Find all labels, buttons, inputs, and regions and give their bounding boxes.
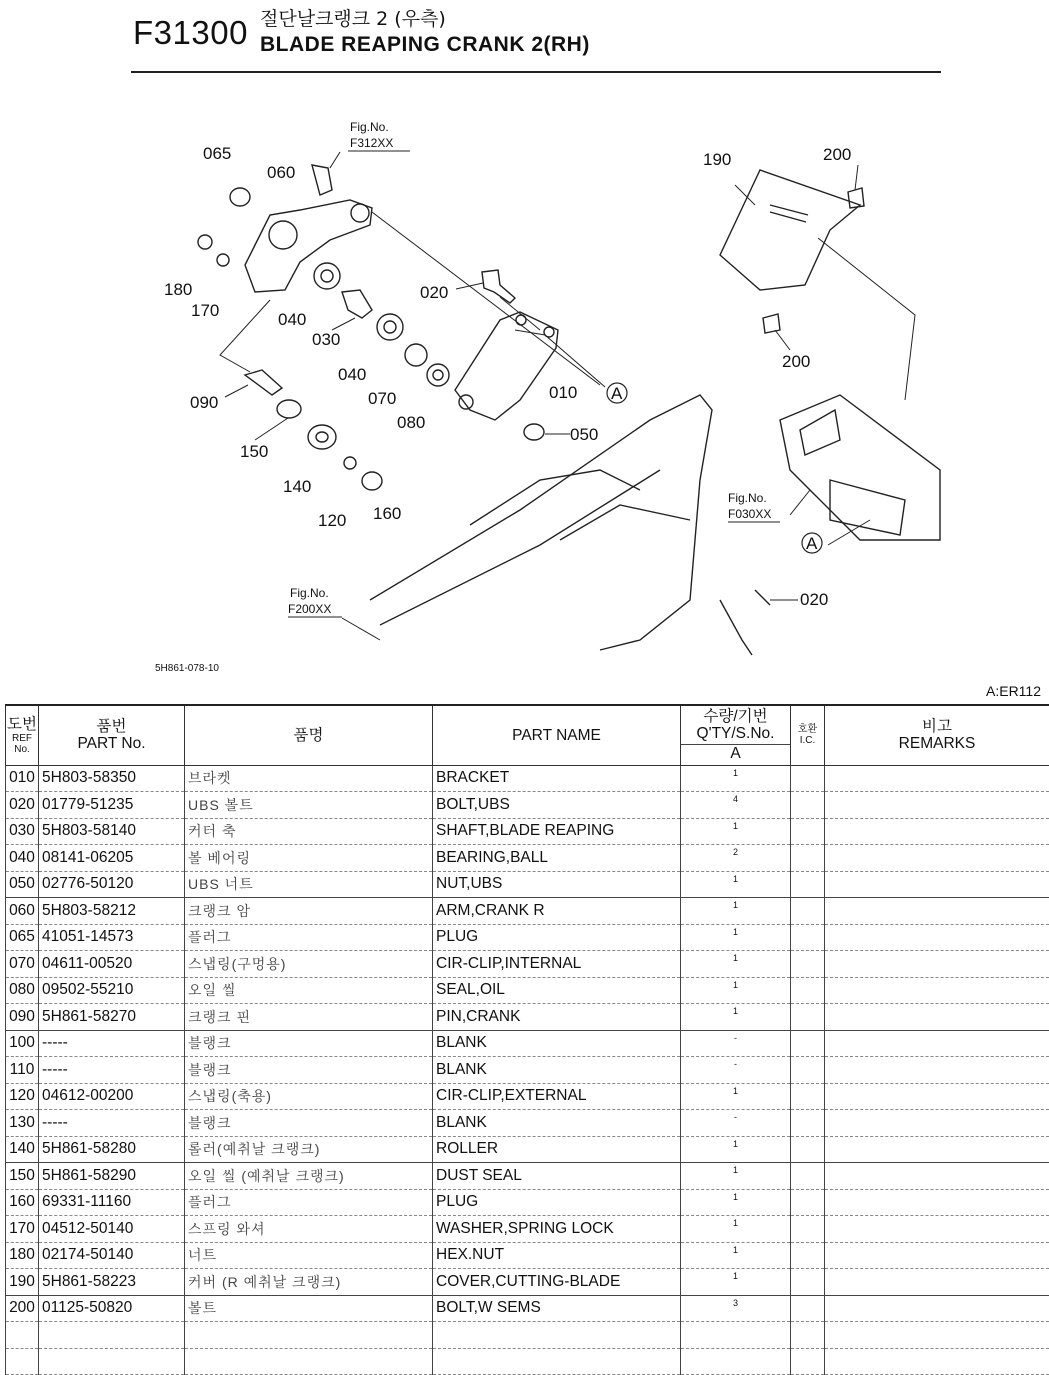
- ref-cell: 090: [6, 1004, 39, 1031]
- part-no-cell: 08141-06205: [39, 845, 185, 872]
- qty-cell: -: [681, 1030, 791, 1057]
- ref-cell: 100: [6, 1030, 39, 1057]
- part-no-cell: 09502-55210: [39, 977, 185, 1004]
- ic-cell: [791, 1004, 825, 1031]
- ref-cell: 150: [6, 1163, 39, 1190]
- callout-200b: 200: [782, 352, 810, 371]
- part-name-cell: PLUG: [433, 1189, 681, 1216]
- name-kr-cell: 스냅링(축용): [185, 1083, 433, 1110]
- part-no-cell: 04612-00200: [39, 1083, 185, 1110]
- ref-cell: 120: [6, 1083, 39, 1110]
- qty-cell: 1: [681, 1004, 791, 1031]
- header-qty: [681, 705, 791, 765]
- callout-180: 180: [164, 280, 192, 299]
- ref-cell: 200: [6, 1295, 39, 1322]
- ref-cell: 170: [6, 1216, 39, 1243]
- fig-ref-label-1: Fig.No.: [350, 120, 389, 134]
- name-kr-cell: 커터 축: [185, 818, 433, 845]
- qty-cell: 1: [681, 1189, 791, 1216]
- remarks-cell: [825, 1030, 1049, 1057]
- callout-160: 160: [373, 504, 401, 523]
- callout-010: 010: [549, 383, 577, 402]
- remarks-cell: [825, 1216, 1049, 1243]
- ref-cell: 030: [6, 818, 39, 845]
- remarks-cell: [825, 1057, 1049, 1084]
- header-part-name: [433, 705, 681, 765]
- part-name-cell: [433, 1322, 681, 1349]
- qty-cell: 1: [681, 951, 791, 978]
- ic-cell: [791, 1242, 825, 1269]
- header-part-name-text: PART NAME: [433, 727, 680, 744]
- qty-cell: 1: [681, 1269, 791, 1296]
- qty-cell: 1: [681, 977, 791, 1004]
- remarks-cell: [825, 845, 1049, 872]
- qty-cell: 1: [681, 924, 791, 951]
- part-name-cell: PIN,CRANK: [433, 1004, 681, 1031]
- ic-cell: [791, 765, 825, 792]
- part-name-cell: BOLT,W SEMS: [433, 1295, 681, 1322]
- name-kr-cell: [185, 1348, 433, 1375]
- qty-cell: -: [681, 1110, 791, 1137]
- name-kr-cell: UBS 볼트: [185, 792, 433, 819]
- qty-cell: 2: [681, 845, 791, 872]
- callout-140: 140: [283, 477, 311, 496]
- part-name-cell: [433, 1348, 681, 1375]
- part-no-cell: 04512-50140: [39, 1216, 185, 1243]
- ic-cell: [791, 977, 825, 1004]
- part-no-cell: 01779-51235: [39, 792, 185, 819]
- ref-cell: 065: [6, 924, 39, 951]
- title-english: BLADE REAPING CRANK 2(RH): [260, 33, 590, 57]
- part-no-cell: 41051-14573: [39, 924, 185, 951]
- header-part-en: PART No.: [39, 735, 184, 752]
- table-row: [6, 1189, 1049, 1216]
- header-qty-sub: A: [681, 744, 790, 762]
- table-row: [6, 1216, 1049, 1243]
- fig-ref-f030xx: F030XX: [728, 507, 771, 521]
- table-row: [6, 898, 1049, 925]
- name-kr-cell: 볼트: [185, 1295, 433, 1322]
- part-no-cell: -----: [39, 1110, 185, 1137]
- callout-090: 090: [190, 393, 218, 412]
- remarks-cell: [825, 951, 1049, 978]
- name-kr-cell: 스냅링(구멍용): [185, 951, 433, 978]
- header-part-no: [39, 705, 185, 765]
- qty-cell: 1: [681, 898, 791, 925]
- part-no-cell: 5H861-58280: [39, 1136, 185, 1163]
- section-code: F31300: [133, 14, 248, 52]
- part-name-cell: HEX.NUT: [433, 1242, 681, 1269]
- callout-170: 170: [191, 301, 219, 320]
- remarks-cell: [825, 818, 1049, 845]
- qty-cell: 3: [681, 1295, 791, 1322]
- table-row: [6, 1136, 1049, 1163]
- ref-cell: [6, 1322, 39, 1349]
- part-no-cell: 5H803-58140: [39, 818, 185, 845]
- title-korean: 절단날크랭크 2 (우측): [260, 4, 446, 31]
- name-kr-cell: UBS 너트: [185, 871, 433, 898]
- ref-cell: 070: [6, 951, 39, 978]
- part-no-cell: 5H861-58270: [39, 1004, 185, 1031]
- ic-cell: [791, 1348, 825, 1375]
- ic-cell: [791, 1057, 825, 1084]
- revision-code: A:ER112: [986, 683, 1041, 699]
- remarks-cell: [825, 1136, 1049, 1163]
- callout-020b: 020: [800, 590, 828, 609]
- part-no-cell: 5H861-58223: [39, 1269, 185, 1296]
- marker-a-1: A: [611, 384, 623, 403]
- part-name-cell: ROLLER: [433, 1136, 681, 1163]
- name-kr-cell: 너트: [185, 1242, 433, 1269]
- table-row: [6, 1163, 1049, 1190]
- ref-cell: 010: [6, 765, 39, 792]
- table-row: [6, 977, 1049, 1004]
- fig-ref-label-2: Fig.No.: [728, 491, 767, 505]
- fig-ref-f200xx: F200XX: [288, 602, 331, 616]
- part-name-cell: BRACKET: [433, 765, 681, 792]
- header-remarks-kr: 비고: [825, 718, 1049, 735]
- table-row: [6, 924, 1049, 951]
- remarks-cell: [825, 924, 1049, 951]
- callout-120: 120: [318, 511, 346, 530]
- ic-cell: [791, 792, 825, 819]
- callout-060: 060: [267, 163, 295, 182]
- qty-cell: -: [681, 1057, 791, 1084]
- ic-cell: [791, 845, 825, 872]
- table-row: [6, 1295, 1049, 1322]
- callout-080: 080: [397, 413, 425, 432]
- table-row: [6, 1110, 1049, 1137]
- table-row: [6, 765, 1049, 792]
- part-name-cell: NUT,UBS: [433, 871, 681, 898]
- table-row: [6, 1004, 1049, 1031]
- header-name-kr-text: 품명: [185, 727, 432, 744]
- table-row: [6, 1083, 1049, 1110]
- header-remarks: [825, 705, 1049, 765]
- ic-cell: [791, 1216, 825, 1243]
- header-qty-en: Q'TY/S.No.: [681, 725, 790, 742]
- qty-cell: [681, 1322, 791, 1349]
- part-name-cell: ARM,CRANK R: [433, 898, 681, 925]
- header-ref: [6, 705, 39, 765]
- ref-cell: 020: [6, 792, 39, 819]
- remarks-cell: [825, 1295, 1049, 1322]
- qty-cell: 1: [681, 1083, 791, 1110]
- name-kr-cell: 브라켓: [185, 765, 433, 792]
- table-row: [6, 1269, 1049, 1296]
- header-ic-kr: 호환: [791, 724, 824, 735]
- callout-040b: 040: [338, 365, 366, 384]
- header-remarks-en: REMARKS: [825, 735, 1049, 752]
- header-ic: [791, 705, 825, 765]
- drawing-number: 5H861-078-10: [155, 663, 219, 674]
- ic-cell: [791, 1083, 825, 1110]
- part-name-cell: SHAFT,BLADE REAPING: [433, 818, 681, 845]
- ref-cell: 160: [6, 1189, 39, 1216]
- ref-cell: 190: [6, 1269, 39, 1296]
- ic-cell: [791, 951, 825, 978]
- part-no-cell: 01125-50820: [39, 1295, 185, 1322]
- header-qty-kr: 수량/기번: [681, 708, 790, 725]
- part-name-cell: SEAL,OIL: [433, 977, 681, 1004]
- callout-050: 050: [570, 425, 598, 444]
- qty-cell: 1: [681, 1242, 791, 1269]
- remarks-cell: [825, 1083, 1049, 1110]
- remarks-cell: [825, 1163, 1049, 1190]
- table-row: [6, 1242, 1049, 1269]
- ref-cell: [6, 1348, 39, 1375]
- remarks-cell: [825, 898, 1049, 925]
- part-no-cell: 69331-11160: [39, 1189, 185, 1216]
- fig-ref-label-3: Fig.No.: [290, 586, 329, 600]
- ic-cell: [791, 1269, 825, 1296]
- ref-cell: 040: [6, 845, 39, 872]
- part-no-cell: -----: [39, 1057, 185, 1084]
- name-kr-cell: 오일 씰 (예취날 크랭크): [185, 1163, 433, 1190]
- ic-cell: [791, 1110, 825, 1137]
- qty-cell: 1: [681, 1136, 791, 1163]
- remarks-cell: [825, 765, 1049, 792]
- callout-030: 030: [312, 330, 340, 349]
- part-name-cell: CIR-CLIP,INTERNAL: [433, 951, 681, 978]
- ref-cell: 060: [6, 898, 39, 925]
- ref-cell: 180: [6, 1242, 39, 1269]
- header-divider: [131, 71, 941, 73]
- part-name-cell: BLANK: [433, 1057, 681, 1084]
- marker-a-2: A: [806, 534, 818, 553]
- remarks-cell: [825, 1110, 1049, 1137]
- fig-ref-f312xx: F312XX: [350, 136, 393, 150]
- qty-cell: 1: [681, 1216, 791, 1243]
- callout-070: 070: [368, 389, 396, 408]
- name-kr-cell: 볼 베어링: [185, 845, 433, 872]
- header-part-kr: 품번: [39, 718, 184, 735]
- part-name-cell: WASHER,SPRING LOCK: [433, 1216, 681, 1243]
- ref-cell: 110: [6, 1057, 39, 1084]
- ref-cell: 130: [6, 1110, 39, 1137]
- name-kr-cell: 롤러(예취날 크랭크): [185, 1136, 433, 1163]
- ref-cell: 050: [6, 871, 39, 898]
- header-ref-kr: 도번: [6, 716, 38, 733]
- ic-cell: [791, 1136, 825, 1163]
- table-row: [6, 951, 1049, 978]
- remarks-cell: [825, 1348, 1049, 1375]
- qty-cell: 1: [681, 871, 791, 898]
- callout-020: 020: [420, 283, 448, 302]
- qty-cell: [681, 1348, 791, 1375]
- table-row: [6, 818, 1049, 845]
- part-no-cell: [39, 1322, 185, 1349]
- name-kr-cell: [185, 1322, 433, 1349]
- part-no-cell: 02776-50120: [39, 871, 185, 898]
- part-name-cell: DUST SEAL: [433, 1163, 681, 1190]
- remarks-cell: [825, 1004, 1049, 1031]
- part-no-cell: 5H803-58212: [39, 898, 185, 925]
- part-no-cell: [39, 1348, 185, 1375]
- header-name-kr: [185, 705, 433, 765]
- callout-150: 150: [240, 442, 268, 461]
- qty-cell: 1: [681, 765, 791, 792]
- table-row: [6, 1322, 1049, 1349]
- part-name-cell: BLANK: [433, 1030, 681, 1057]
- remarks-cell: [825, 977, 1049, 1004]
- callout-065: 065: [203, 144, 231, 163]
- exploded-parts-diagram: [0, 80, 1049, 665]
- ref-cell: 080: [6, 977, 39, 1004]
- table-header-row: [6, 705, 1049, 765]
- name-kr-cell: 블랭크: [185, 1110, 433, 1137]
- table-row: [6, 1057, 1049, 1084]
- ic-cell: [791, 924, 825, 951]
- ic-cell: [791, 1030, 825, 1057]
- remarks-cell: [825, 1189, 1049, 1216]
- part-no-cell: -----: [39, 1030, 185, 1057]
- part-name-cell: BEARING,BALL: [433, 845, 681, 872]
- header-ref-en: REF No.: [6, 733, 38, 755]
- ic-cell: [791, 1189, 825, 1216]
- name-kr-cell: 크랭크 암: [185, 898, 433, 925]
- table-row: [6, 792, 1049, 819]
- qty-cell: 1: [681, 1163, 791, 1190]
- name-kr-cell: 블랭크: [185, 1030, 433, 1057]
- name-kr-cell: 블랭크: [185, 1057, 433, 1084]
- part-no-cell: 5H861-58290: [39, 1163, 185, 1190]
- ic-cell: [791, 1163, 825, 1190]
- ic-cell: [791, 818, 825, 845]
- table-row: [6, 845, 1049, 872]
- remarks-cell: [825, 1269, 1049, 1296]
- callout-200: 200: [823, 145, 851, 164]
- remarks-cell: [825, 871, 1049, 898]
- qty-cell: 1: [681, 818, 791, 845]
- callout-040: 040: [278, 310, 306, 329]
- qty-cell: 4: [681, 792, 791, 819]
- name-kr-cell: 플러그: [185, 1189, 433, 1216]
- table-row: [6, 1030, 1049, 1057]
- part-name-cell: COVER,CUTTING-BLADE: [433, 1269, 681, 1296]
- name-kr-cell: 크랭크 핀: [185, 1004, 433, 1031]
- remarks-cell: [825, 792, 1049, 819]
- callout-190: 190: [703, 150, 731, 169]
- part-name-cell: PLUG: [433, 924, 681, 951]
- table-row: [6, 871, 1049, 898]
- parts-table: [5, 704, 1049, 1375]
- remarks-cell: [825, 1322, 1049, 1349]
- ic-cell: [791, 1322, 825, 1349]
- name-kr-cell: 스프링 와셔: [185, 1216, 433, 1243]
- name-kr-cell: 커버 (R 예취날 크랭크): [185, 1269, 433, 1296]
- table-row: [6, 1348, 1049, 1375]
- ref-cell: 140: [6, 1136, 39, 1163]
- part-no-cell: 04611-00520: [39, 951, 185, 978]
- name-kr-cell: 오일 씰: [185, 977, 433, 1004]
- part-no-cell: 02174-50140: [39, 1242, 185, 1269]
- part-name-cell: BOLT,UBS: [433, 792, 681, 819]
- part-name-cell: CIR-CLIP,EXTERNAL: [433, 1083, 681, 1110]
- remarks-cell: [825, 1242, 1049, 1269]
- name-kr-cell: 플러그: [185, 924, 433, 951]
- ic-cell: [791, 1295, 825, 1322]
- part-name-cell: BLANK: [433, 1110, 681, 1137]
- ic-cell: [791, 898, 825, 925]
- part-no-cell: 5H803-58350: [39, 765, 185, 792]
- header-ic-en: I.C.: [791, 735, 824, 746]
- ic-cell: [791, 871, 825, 898]
